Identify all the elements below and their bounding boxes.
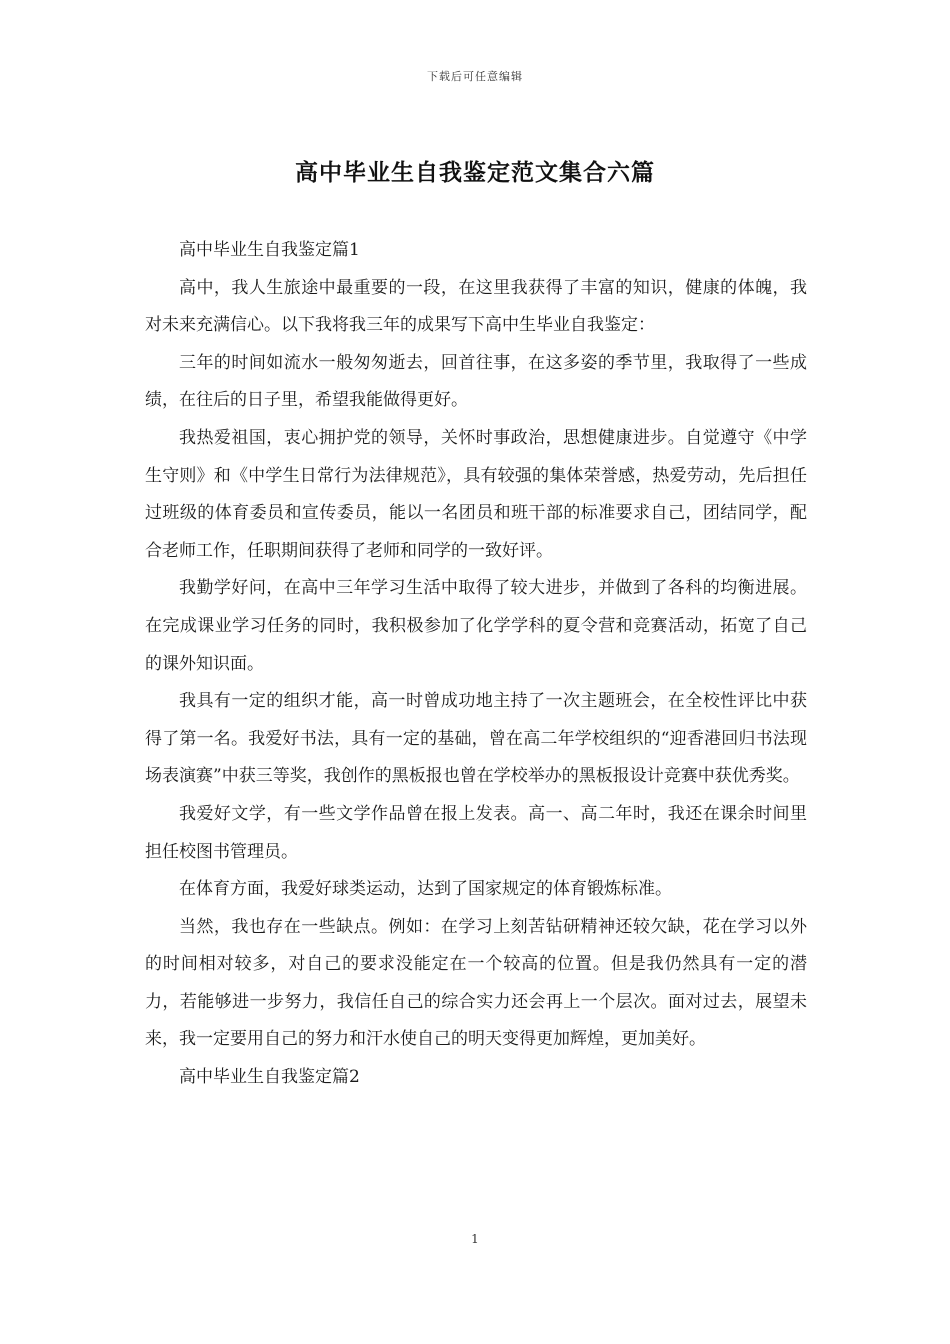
paragraph-shortcomings: 当然，我也存在一些缺点。例如：在学习上刻苦钻研精神还较欠缺，花在学习以外的时间相对较多，对自己的要求没能定在一个较高的位置。但是我仍然具有一定的潜力，若能够进一步努力，我信任自己的综合实力还会再上一个层次。面对过去，展望未来，我一定要用自己的努力和汗水使自己的明天变得更加辉煌，更加美好。 [145,916,807,1050]
document-title: 高中毕业生自我鉴定范文集合六篇 [295,159,655,186]
section-heading-1: 高中毕业生自我鉴定篇1 [179,240,360,260]
page-number: 1 [471,1232,479,1246]
paragraph-sports: 在体育方面，我爱好球类运动，达到了国家规定的体育锻炼标准。 [179,879,672,900]
document-body [145,232,807,1097]
paragraph-patriotism: 我热爱祖国，衷心拥护党的领导，关怀时事政治，思想健康进步。自觉遵守《中学生守则》和《中学生日常行为法律规范》，具有较强的集体荣誉感，热爱劳动，先后担任过班级的体育委员和宣传委员，能以一名团员和班干部的标准要求自己，团结同学，配合老师工作，任职期间获得了老师和同学的一致好评。 [145,427,807,561]
paragraph-organization: 我具有一定的组织才能，高一时曾成功地主持了一次主题班会，在全校性评比中获得了第一名。我爱好书法，具有一定的基础，曾在高二年学校组织的“迎香港回归书法现场表演赛”中获三等奖，我创作的黑板报也曾在学校举办的黑板报设计竞赛中获优秀奖。 [145,691,807,787]
paragraph-literature: 我爱好文学，有一些文学作品曾在报上发表。高一、高二年时，我还在课余时间里担任校图书管理员。 [145,803,807,862]
paragraph-time: 三年的时间如流水一般匆匆逝去，回首往事，在这多姿的季节里，我取得了一些成绩，在往后的日子里，希望我能做得更好。 [145,352,807,411]
paragraph-intro: 高中，我人生旅途中最重要的一段，在这里我获得了丰富的知识，健康的体魄，我对未来充满信心。以下我将我三年的成果写下高中生毕业自我鉴定： [145,277,807,336]
section-heading-2: 高中毕业生自我鉴定篇2 [179,1067,360,1088]
paragraph-study: 我勤学好问，在高中三年学习生活中取得了较大进步，并做到了各科的均衡进展。在完成课业学习任务的同时，我积极参加了化学学科的夏令营和竞赛活动，拓宽了自己的课外知识面。 [145,578,807,674]
header-note: 下载后可任意编辑 [427,70,523,83]
